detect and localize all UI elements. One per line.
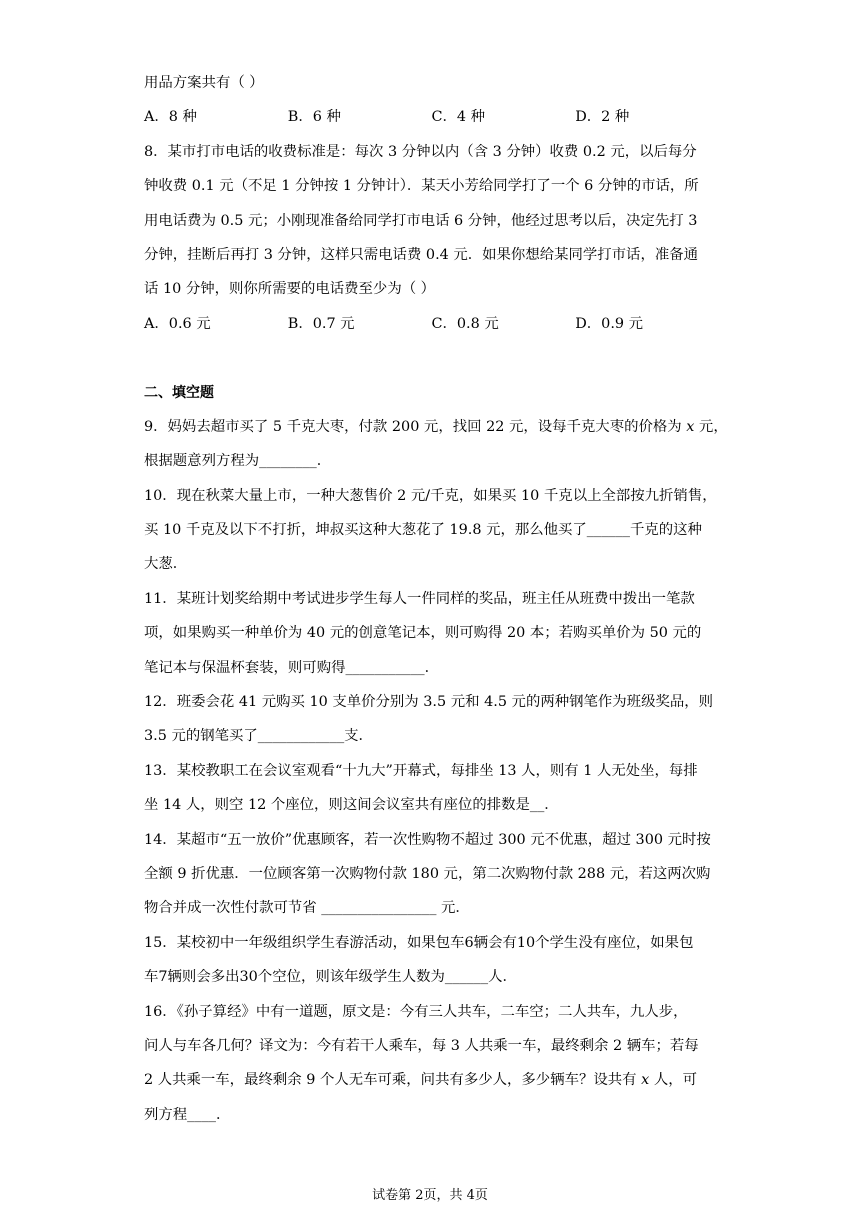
spacer bbox=[144, 341, 719, 375]
q14-answer-line[interactable]: 物合并成一次性付款可节省 ________________ 元． bbox=[144, 900, 470, 917]
q16-text: 2 人共乘一车，最终剩余 9 个人无车可乘，问共有多少人，多少辆车？设共有 bbox=[144, 1072, 642, 1089]
q9-line bbox=[144, 410, 728, 444]
q11-line: 项，如果购买一种单价为 40 元的创意笔记本，则可购得 20 本；若购买单价为 50 元的 bbox=[144, 625, 702, 642]
q8-option-c[interactable]: C．0.8 元 bbox=[431, 315, 499, 332]
q8-line: 用电话费为 0.5 元；小刚现准备给同学打市电话 6 分钟，他经过思考以后，决定先打 3 bbox=[144, 212, 698, 229]
q16-line: 问人与车各几何？译文为：今有若干人乘车，每 3 人共乘一车，最终剩余 2 辆车；若每 bbox=[144, 1037, 699, 1054]
q9-text-b: 元， bbox=[694, 418, 728, 435]
q13-answer-line[interactable]: 坐 14 人，则空 12 个座位，则这间会议室共有座位的排数是__． bbox=[144, 797, 559, 814]
section-title: 二、填空题 bbox=[144, 384, 214, 401]
q15-answer-line[interactable]: 车7辆则会多出30个空位，则该年级学生人数为______人． bbox=[144, 969, 517, 986]
q16-line: 16．《孙子算经》中有一道题，原文是：今有三人共车，二车空；二人共车，九人步， bbox=[144, 1003, 688, 1020]
q8-line: 8．某市打市电话的收费标准是：每次 3 分钟以内（含 3 分钟）收费 0.2 元，以后每分 bbox=[144, 143, 697, 160]
q9-answer-line[interactable]: 根据题意列方程为________． bbox=[144, 453, 332, 470]
q16-text-end: 人，可 bbox=[649, 1072, 697, 1089]
q12-answer-line[interactable]: 3.5 元的钢笔买了____________支． bbox=[144, 728, 373, 745]
q8-line: 分钟，挂断后再打 3 分钟，这样只需电话费 0.4 元．如果你想给某同学打市话，准备通 bbox=[144, 246, 699, 263]
q7-options bbox=[144, 100, 719, 134]
q16-line bbox=[144, 1063, 719, 1097]
q7-option-b[interactable]: B．6 种 bbox=[287, 109, 341, 126]
q11-answer-line[interactable]: 笔记本与保温杯套装，则可购得___________． bbox=[144, 659, 440, 676]
q9-variable: x bbox=[686, 418, 695, 435]
q16-answer-line[interactable]: 列方程____． bbox=[144, 1106, 231, 1123]
q8-option-a[interactable]: A．0.6 元 bbox=[144, 315, 211, 332]
q15-line: 15．某校初中一年级组织学生春游活动，如果包车6辆会有10个学生没有座位，如果包 bbox=[144, 934, 694, 951]
q14-line: 全额 9 折优惠．一位顾客第一次购物付款 180 元，第二次购物付款 288 元，若这两次购 bbox=[144, 865, 711, 882]
q16-variable: x bbox=[641, 1072, 650, 1089]
q7-text: 用品方案共有（ ） bbox=[144, 75, 264, 91]
q9-text-a: 9．妈妈去超市买了 5 千克大枣，付款 200 元，找回 22 元，设每千克大枣的价格为 bbox=[144, 418, 687, 435]
q8-option-d[interactable]: D．0.9 元 bbox=[575, 315, 644, 332]
q7-option-c[interactable]: C．4 种 bbox=[431, 109, 486, 126]
q8-line: 话 10 分钟，则你所需要的电话费至少为（ ） bbox=[144, 281, 436, 298]
q7-option-d[interactable]: D．2 种 bbox=[575, 109, 630, 126]
q8-options bbox=[144, 307, 719, 341]
q13-line: 13．某校教职工在会议室观看“十九大”开幕式，每排坐 13 人，则有 1 人无处坐，每排 bbox=[144, 762, 698, 779]
q12-line: 12．班委会花 41 元购买 10 支单价分别为 3.5 元和 4.5 元的两种钢笔作为班级奖品，则 bbox=[144, 694, 714, 711]
q10-line: 大葱． bbox=[144, 556, 188, 573]
q10-line: 10．现在秋菜大量上市，一种大葱售价 2 元/千克，如果买 10 千克以上全部按九折销售， bbox=[144, 487, 717, 504]
q11-line: 11．某班计划奖给期中考试进步学生每人一件同样的奖品，班主任从班费中拨出一笔款 bbox=[144, 590, 695, 607]
q8-line: 钟收费 0.1 元（不足 1 分钟按 1 分钟计）．某天小芳给同学打了一个 6 分钟的市话，所 bbox=[144, 178, 699, 195]
q10-answer-line[interactable]: 买 10 千克及以下不打折，坤叔买这种大葱花了 19.8 元，那么他买了______千克的这种 bbox=[144, 522, 702, 539]
page-content bbox=[144, 66, 728, 1132]
q8-option-b[interactable]: B．0.7 元 bbox=[287, 315, 355, 332]
q14-line: 14．某超市“五一放价”优惠顾客，若一次性购物不超过 300 元不优惠，超过 300 元时按 bbox=[144, 831, 711, 848]
page-footer: 试卷第 2页，共 4页 bbox=[372, 1188, 488, 1203]
q7-option-a[interactable]: A．8 种 bbox=[144, 109, 197, 126]
